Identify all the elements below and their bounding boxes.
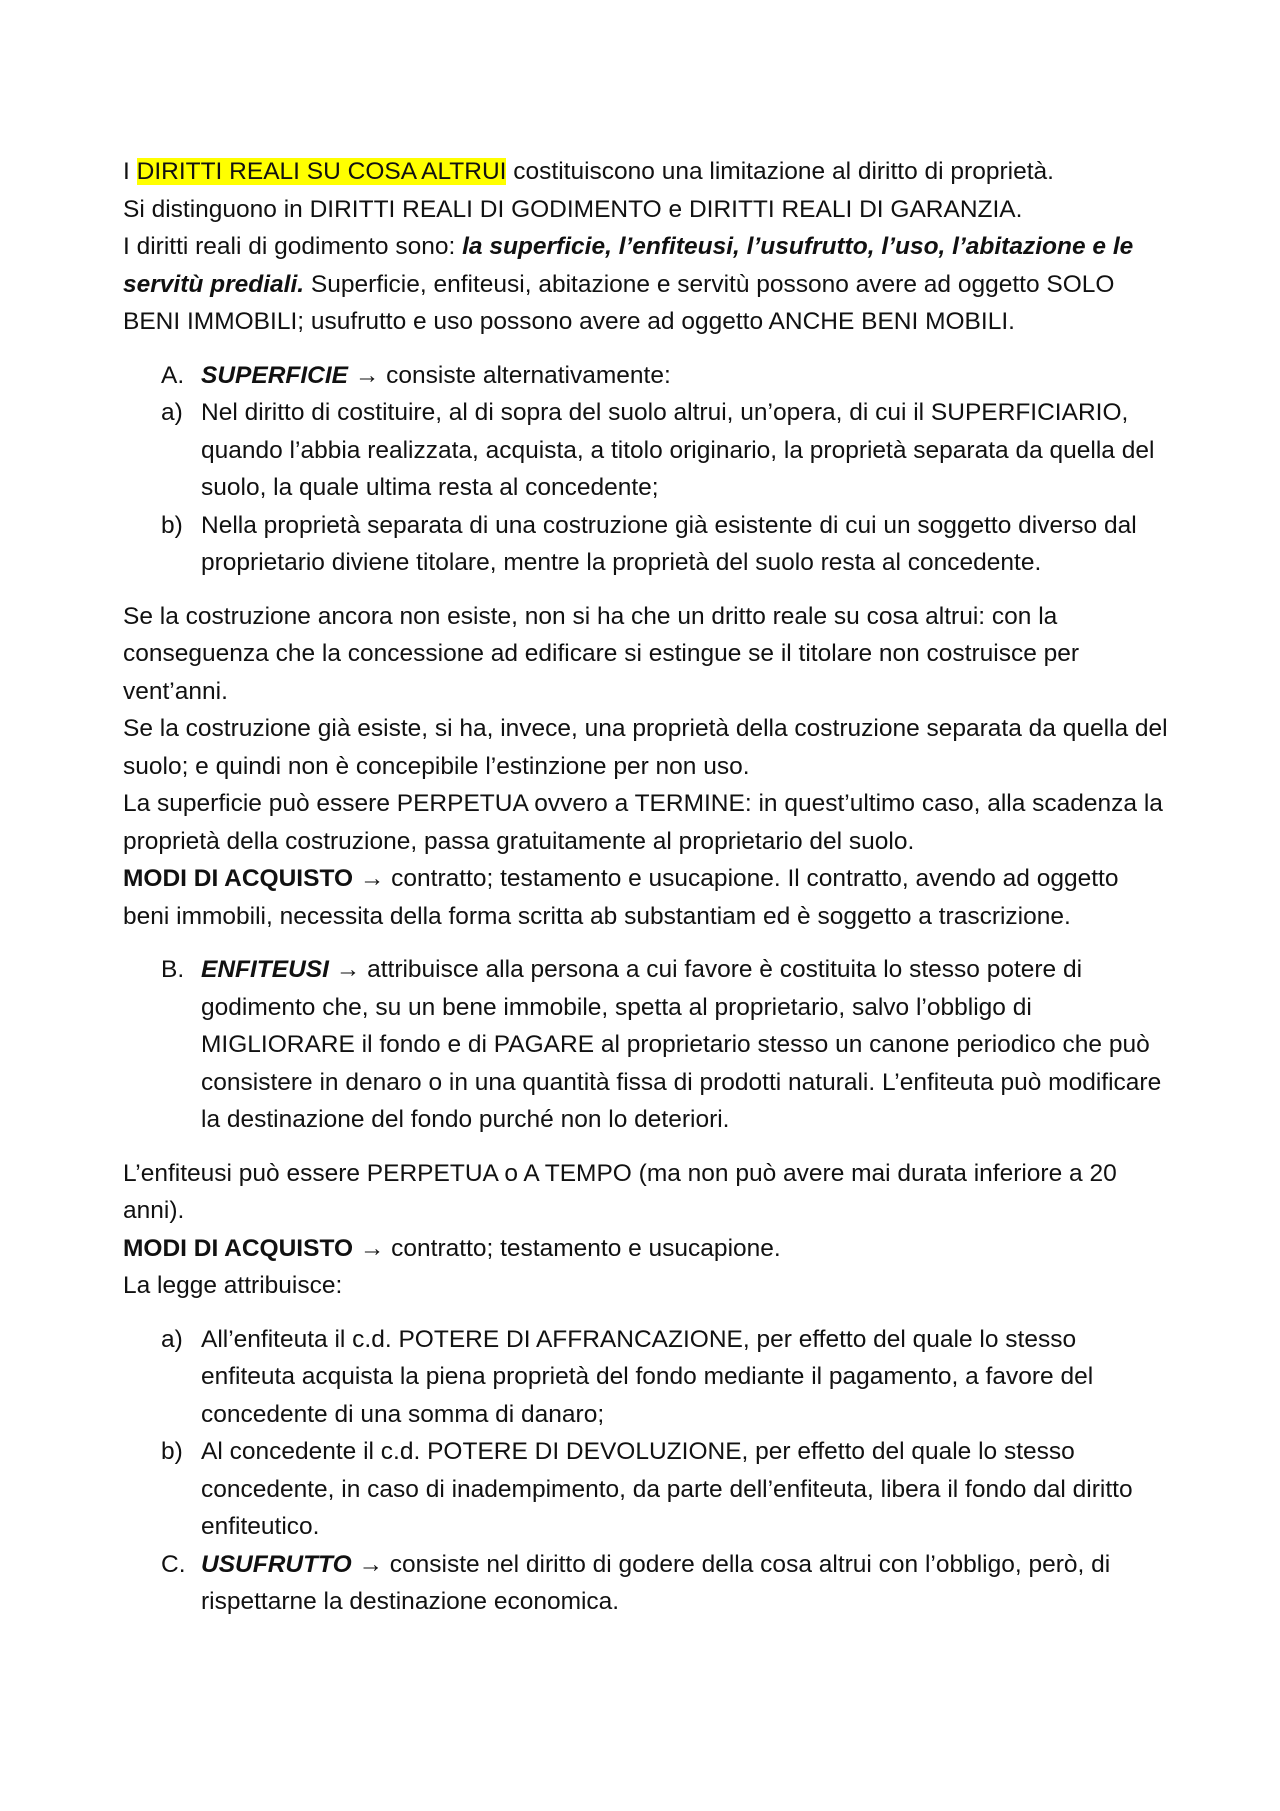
list-marker: a) <box>161 1325 183 1353</box>
section-c-heading: C. USUFRUTTO → consiste nel diritto di godere della cosa altrui con l’obbligo, però, di rispettarne la destinazione economica. <box>123 1546 1168 1621</box>
term-superficie: SUPERFICIE <box>201 361 349 389</box>
arrow-right-icon: → <box>358 1550 383 1578</box>
superficie-modi-acquisto: MODI DI ACQUISTO → contratto; testamento e usucapione. Il contratto, avendo ad oggetto beni immobili, necessita della forma scritta ab substantiam ed è soggetto a trascrizione. <box>123 865 1119 930</box>
list-item: b) Al concedente il c.d. POTERE DI DEVOLUZIONE, per effetto del quale lo stesso concedente, in caso di inadempimento, da parte dell’enfiteuta, libera il fondo dal diritto enfiteutico. <box>123 1433 1168 1546</box>
superficie-paragraph-3: La superficie può essere PERPETUA ovvero a TERMINE: in quest’ultimo caso, alla scadenza la proprietà della costruzione, passa gratuitamente al proprietario del suolo. <box>123 790 1163 855</box>
enfiteusi-powers-list <box>123 1321 1168 1621</box>
list-marker: C. <box>161 1550 186 1578</box>
list-item: a) Nel diritto di costituire, al di sopra del suolo altrui, un’opera, di cui il SUPERFICIARIO, quando l’abbia realizzata, acquista, a titolo originario, la proprietà separata da quella del suolo, la quale ultima resta al concedente; <box>123 394 1168 507</box>
godimento-paragraph: I diritti reali di godimento sono: la superficie, l’enfiteusi, l’usufrutto, l’uso, l’abitazione e le servitù prediali. Superficie, enfiteusi, abitazione e servitù possono avere ad oggetto SOLO BENI IMMOBILI; usufrutto e uso possono avere ad oggetto ANCHE BENI MOBILI. <box>123 233 1134 335</box>
list-marker: A. <box>161 361 185 389</box>
list-marker: B. <box>161 956 185 983</box>
superficie-paragraph-2: Se la costruzione già esiste, si ha, invece, una proprietà della costruzione separata da quella del suolo; e quindi non è concepibile l’estinzione per non uso. <box>123 715 1168 780</box>
list-marker: b) <box>161 511 183 539</box>
enfiteusi-paragraph-2: La legge attribuisce: <box>123 1272 343 1299</box>
enfiteusi-paragraph-1: L’enfiteusi può essere PERPETUA o A TEMPO (ma non può avere mai durata inferiore a 20 anni). <box>123 1159 1117 1224</box>
list-item: a) All’enfiteuta il c.d. POTERE DI AFFRANCAZIONE, per effetto del quale lo stesso enfiteuta acquista la piena proprietà del fondo mediante il pagamento, a favore del concedente di una somma di danaro; <box>123 1321 1168 1434</box>
list-item: b) Nella proprietà separata di una costruzione già esistente di cui un soggetto diverso dal proprietario diviene titolare, mentre la proprietà del suolo resta al concedente. <box>123 507 1168 582</box>
list-marker: b) <box>161 1438 183 1465</box>
list-marker: a) <box>161 399 183 426</box>
intro-paragraph: I DIRITTI REALI SU COSA ALTRUI costituiscono una limitazione al diritto di proprietà. <box>123 158 1054 185</box>
highlighted-term: DIRITTI REALI SU COSA ALTRUI <box>136 158 507 185</box>
section-b-heading: B. ENFITEUSI → attribuisce alla persona a cui favore è costituita lo stesso potere di godimento che, su un bene immobile, spetta al proprietario, salvo l’obbligo di MIGLIORARE il fondo e di PAGARE al proprietario stesso un canone periodico che può consistere in denaro o in una quantità fissa di prodotti naturali. L’enfiteuta può modificare la destinazione del fondo purché non lo deteriori. <box>123 951 1168 1139</box>
arrow-right-icon: → <box>359 865 385 892</box>
arrow-right-icon: → <box>359 1234 385 1262</box>
rights-list-emphasis: la superficie, l’enfiteusi, l’usufrutto, l’uso, l’abitazione e le servitù prediali. <box>123 233 1134 298</box>
arrow-right-icon: → <box>354 361 380 389</box>
distinction-paragraph: Si distinguono in DIRITTI REALI DI GODIMENTO e DIRITTI REALI DI GARANZIA. <box>123 195 1023 223</box>
arrow-right-icon: → <box>335 956 361 983</box>
superficie-paragraph-1: Se la costruzione ancora non esiste, non si ha che un dritto reale su cosa altrui: con la conseguenza che la concessione ad edificare si estingue se il titolare non costruisce per vent’anni. <box>123 602 1080 705</box>
section-a-list <box>123 357 1168 582</box>
section-b-list <box>123 951 1168 1139</box>
section-a-heading: A. SUPERFICIE → consiste alternativamente: <box>123 357 1168 395</box>
term-enfiteusi: ENFITEUSI <box>201 956 329 983</box>
document-body <box>123 153 1168 1621</box>
term-usufrutto: USUFRUTTO <box>201 1550 352 1578</box>
enfiteusi-modi-acquisto: MODI DI ACQUISTO → contratto; testamento e usucapione. <box>123 1234 781 1262</box>
